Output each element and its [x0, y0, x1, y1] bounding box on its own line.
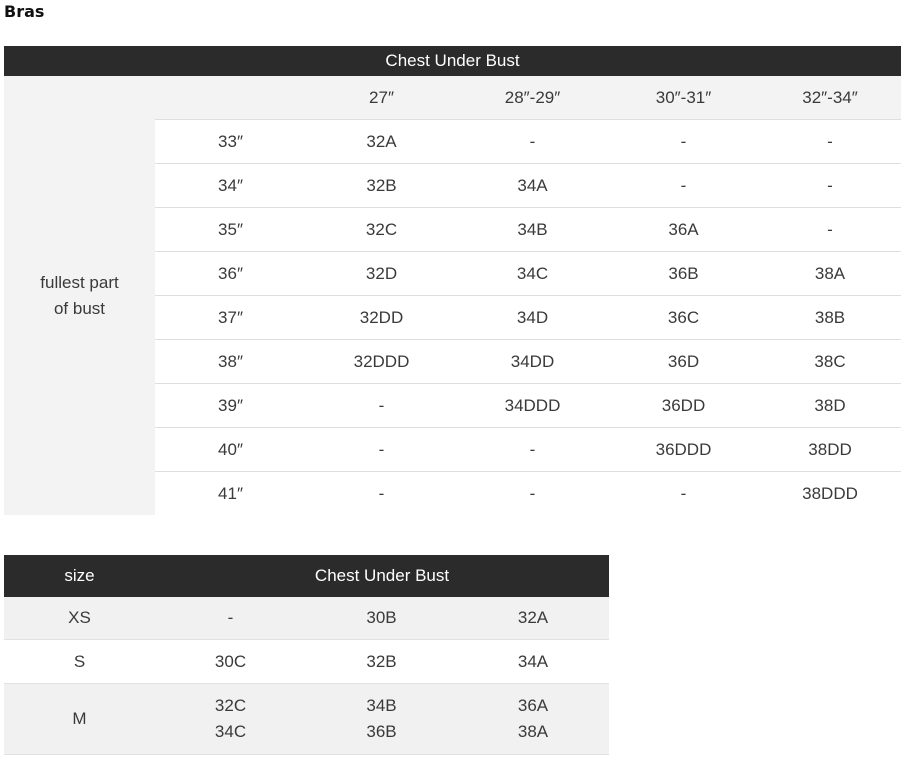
size-cell: 38D: [759, 384, 901, 428]
size-cell: 36A: [608, 208, 759, 252]
size-cell: -: [759, 164, 901, 208]
letter-size-table: [4, 555, 609, 755]
size-cell: 36D: [608, 340, 759, 384]
chest-under-bust-header: Chest Under Bust: [4, 46, 901, 76]
size-cell: 38B: [759, 296, 901, 340]
bust-measurement: 37″: [155, 296, 306, 340]
column-header: 27″: [306, 76, 457, 120]
fullest-part-of-bust-label: fullest part of bust: [4, 76, 155, 515]
size-label: M: [4, 684, 155, 755]
size-cell: 34B: [457, 208, 608, 252]
size-cell: 34C: [457, 252, 608, 296]
size-cell: 32D: [306, 252, 457, 296]
bust-measurement: 40″: [155, 428, 306, 472]
size-cell: 32DDD: [306, 340, 457, 384]
column-header: 32″-34″: [759, 76, 901, 120]
size-cell: -: [155, 597, 306, 640]
bust-measurement: 36″: [155, 252, 306, 296]
column-header-blank: [155, 76, 306, 120]
size-cell: 34B 36B: [306, 684, 457, 755]
bust-measurement: 34″: [155, 164, 306, 208]
bust-measurement: 35″: [155, 208, 306, 252]
size-cell: 38A: [759, 252, 901, 296]
size-cell: 32A: [306, 120, 457, 164]
size-cell: 32B: [306, 164, 457, 208]
size-cell: -: [608, 164, 759, 208]
page-title: Bras: [4, 2, 45, 21]
size-cell: -: [306, 384, 457, 428]
size-cell: 30C: [155, 640, 306, 684]
size-cell: 36DD: [608, 384, 759, 428]
size-cell: 34DDD: [457, 384, 608, 428]
size-cell: -: [608, 120, 759, 164]
size-column-header: size: [4, 555, 155, 597]
bust-measurement: 39″: [155, 384, 306, 428]
bust-measurement: 33″: [155, 120, 306, 164]
column-header: 28″-29″: [457, 76, 608, 120]
size-cell: 34A: [457, 640, 609, 684]
size-cell: 38DDD: [759, 472, 901, 516]
size-cell: 34A: [457, 164, 608, 208]
size-cell: 30B: [306, 597, 457, 640]
size-cell: -: [306, 472, 457, 516]
size-cell: 32A: [457, 597, 609, 640]
size-cell: 36C: [608, 296, 759, 340]
size-cell: -: [759, 120, 901, 164]
size-cell: -: [306, 428, 457, 472]
size-cell: -: [608, 472, 759, 516]
size-label: S: [4, 640, 155, 684]
size-cell: 36B: [608, 252, 759, 296]
size-cell: -: [759, 208, 901, 252]
table-row: [4, 597, 609, 640]
bra-size-chart-table: [4, 46, 901, 515]
column-header: 30″-31″: [608, 76, 759, 120]
bust-measurement: 38″: [155, 340, 306, 384]
size-cell: -: [457, 472, 608, 516]
table-row: [4, 684, 609, 755]
size-cell: 32C: [306, 208, 457, 252]
size-cell: 32B: [306, 640, 457, 684]
size-cell: 34D: [457, 296, 608, 340]
chest-under-bust-header: Chest Under Bust: [155, 555, 609, 597]
size-cell: 34DD: [457, 340, 608, 384]
size-cell: -: [457, 428, 608, 472]
size-label: XS: [4, 597, 155, 640]
size-cell: -: [457, 120, 608, 164]
size-cell: 32DD: [306, 296, 457, 340]
size-cell: 36DDD: [608, 428, 759, 472]
bust-measurement: 41″: [155, 472, 306, 516]
size-cell: 32C 34C: [155, 684, 306, 755]
size-cell: 38DD: [759, 428, 901, 472]
table-row: [4, 640, 609, 684]
size-cell: 36A 38A: [457, 684, 609, 755]
size-cell: 38C: [759, 340, 901, 384]
